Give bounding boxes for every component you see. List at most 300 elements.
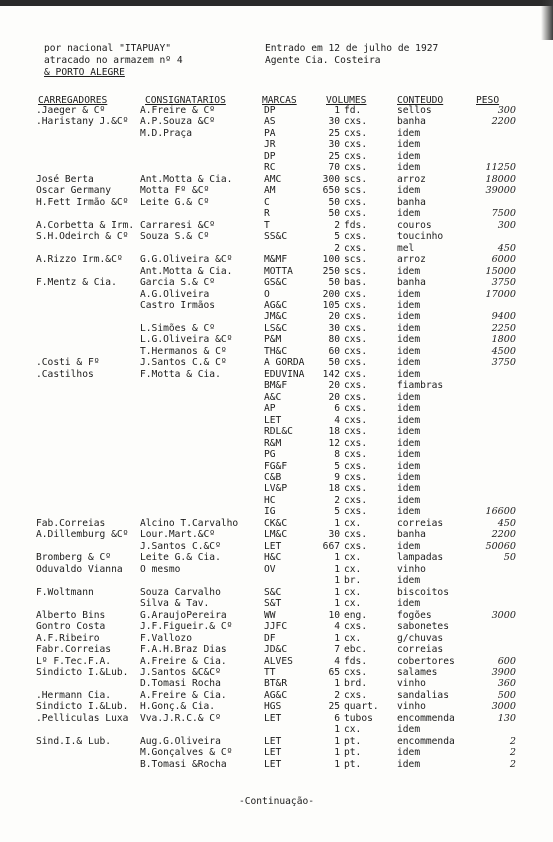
mark-cell: LET xyxy=(264,735,282,747)
shipper-cell: Sindicto I.&Lub. xyxy=(36,701,129,713)
unit-cell: cxs. xyxy=(344,391,368,403)
table-row xyxy=(0,622,553,633)
consignee-cell: A.Freire & Cº xyxy=(140,105,216,116)
weight-cell: 2200 xyxy=(491,529,516,541)
shipper-cell: .Hermann Cia. xyxy=(36,689,112,701)
unit-cell: cxs. xyxy=(344,460,368,472)
quantity-cell: 7 xyxy=(334,644,340,656)
mark-cell: BM&F xyxy=(264,380,288,392)
quantity-cell: 2 xyxy=(334,689,340,701)
contents-cell: idem xyxy=(397,357,421,369)
contents-cell: banha xyxy=(397,196,426,208)
shipper-cell: Bromberg & Cº xyxy=(36,552,112,564)
mark-cell: DP xyxy=(264,105,276,116)
mark-cell: CK&C xyxy=(264,517,288,529)
scan-top-edge xyxy=(0,0,553,6)
mark-cell: WW xyxy=(264,609,276,621)
unit-cell: cxs. xyxy=(344,540,368,552)
mark-cell: A GORDA xyxy=(264,357,305,369)
table-row xyxy=(0,278,553,289)
contents-cell: banha xyxy=(397,529,426,541)
contents-cell: sandalias xyxy=(397,689,449,701)
weight-cell: 2 xyxy=(509,758,516,770)
quantity-cell: 300 xyxy=(322,173,340,185)
col-header-conteudo: CONTEUDO xyxy=(397,95,444,106)
unit-cell: cxs. xyxy=(344,139,368,151)
consignee-cell: A.Freire & Cia. xyxy=(140,655,227,667)
continuation-note: -Continuação- xyxy=(238,796,315,807)
contents-cell: idem xyxy=(397,391,421,403)
weight-cell: 18000 xyxy=(485,173,516,185)
unit-cell: cxs. xyxy=(344,449,368,461)
quantity-cell: 1 xyxy=(334,563,340,575)
unit-cell: cxs. xyxy=(344,311,368,323)
shipper-cell: Sindicto I.&Lub. xyxy=(36,666,129,678)
contents-cell: biscoitos xyxy=(397,586,449,598)
contents-cell: idem xyxy=(397,208,421,220)
mark-cell: R xyxy=(264,208,270,220)
weight-cell: 3750 xyxy=(491,277,516,289)
quantity-cell: 30 xyxy=(328,322,340,334)
weight-cell: 2250 xyxy=(491,322,516,334)
shipper-cell: José Berta xyxy=(36,173,94,185)
shipper-cell: .Castilhos xyxy=(36,368,94,380)
weight-cell: 450 xyxy=(497,517,516,529)
consignee-cell: M.Gonçalves & Cº xyxy=(140,747,233,759)
mark-cell: AM xyxy=(264,185,276,197)
unit-cell: cxs. xyxy=(344,506,368,518)
quantity-cell: 1 xyxy=(334,575,340,587)
quantity-cell: 50 xyxy=(328,196,340,208)
quantity-cell: 25 xyxy=(328,701,340,713)
quantity-cell: 4 xyxy=(334,414,340,426)
quantity-cell: 20 xyxy=(328,391,340,403)
mark-cell: OV xyxy=(264,563,276,575)
scan-corner-shadow xyxy=(541,0,553,40)
weight-cell: 50 xyxy=(503,552,516,564)
mark-cell: C&B xyxy=(264,472,282,483)
quantity-cell: 70 xyxy=(328,162,340,174)
weight-cell: 6000 xyxy=(491,254,516,266)
unit-cell: scs. xyxy=(344,265,368,277)
quantity-cell: 5 xyxy=(334,231,340,243)
weight-cell: 4500 xyxy=(491,345,516,357)
shipper-cell: A.F.Ribeiro xyxy=(36,632,100,644)
shipper-cell: A.Rizzo Irm.&Cº xyxy=(36,254,123,266)
consignee-cell: Vva.J.R.C.& Cº xyxy=(140,712,221,724)
mark-cell: JM&C xyxy=(264,311,288,323)
consignee-cell: Leite G.& Cº xyxy=(140,196,210,208)
quantity-cell: 50 xyxy=(328,357,340,369)
table-row xyxy=(0,129,553,140)
unit-cell: cxs. xyxy=(344,288,368,300)
consignee-cell: D.Tomasi Rocha xyxy=(140,678,221,690)
unit-cell: scs. xyxy=(344,173,368,185)
quantity-cell: 5 xyxy=(334,506,340,518)
contents-cell: idem xyxy=(397,460,421,472)
mark-cell: T xyxy=(264,219,270,231)
shipper-cell: .Costi & Fº xyxy=(36,357,100,369)
contents-cell: idem xyxy=(397,185,421,197)
unit-cell: cxs. xyxy=(344,150,368,162)
table-row xyxy=(0,427,553,438)
shipper-cell: .Jaeger & Cº xyxy=(36,105,106,116)
mark-cell: BT&R xyxy=(264,678,288,690)
unit-cell: cx. xyxy=(344,632,362,644)
mark-cell: SS&C xyxy=(264,231,288,243)
quantity-cell: 142 xyxy=(322,368,340,380)
mark-cell: HC xyxy=(264,494,276,506)
unit-cell: cxs. xyxy=(344,621,368,633)
consignee-cell: L.G.Oliveira &Cº xyxy=(140,334,233,346)
mark-cell: ALVES xyxy=(264,655,293,667)
consignee-cell: Ant.Motta & Cia. xyxy=(140,265,233,277)
quantity-cell: 1 xyxy=(334,758,340,770)
weight-cell: 1800 xyxy=(491,334,516,346)
mark-cell: AG&C xyxy=(264,299,288,311)
contents-cell: idem xyxy=(397,345,421,357)
mark-cell: AP xyxy=(264,403,276,415)
contents-cell: idem xyxy=(397,449,421,461)
table-row xyxy=(0,381,553,392)
mark-cell: R&M xyxy=(264,437,282,449)
unit-cell: cxs. xyxy=(344,380,368,392)
quantity-cell: 105 xyxy=(322,299,340,311)
weight-cell: 17000 xyxy=(485,288,516,300)
unit-cell: cxs. xyxy=(344,231,368,243)
mark-cell: LET xyxy=(264,747,282,759)
quantity-cell: 2 xyxy=(334,242,340,254)
unit-cell: cxs. xyxy=(344,368,368,380)
contents-cell: banha xyxy=(397,116,426,128)
shipper-cell: Lº F.Tec.F.A. xyxy=(36,655,112,667)
quantity-cell: 667 xyxy=(322,540,340,552)
weight-cell: 11250 xyxy=(485,162,516,174)
contents-cell: idem xyxy=(397,483,421,495)
table-row xyxy=(0,599,553,610)
shipper-cell: A.Corbetta & Irm. xyxy=(36,219,135,231)
contents-cell: idem xyxy=(397,747,421,759)
unit-cell: cxs. xyxy=(344,345,368,357)
contents-cell: sellos xyxy=(397,105,432,116)
table-row xyxy=(0,576,553,587)
quantity-cell: 20 xyxy=(328,311,340,323)
unit-cell: eng. xyxy=(344,609,368,621)
quantity-cell: 60 xyxy=(328,345,340,357)
shipper-cell: F.Woltmann xyxy=(36,586,94,598)
mark-cell: PG xyxy=(264,449,276,461)
contents-cell: idem xyxy=(397,139,421,151)
weight-cell: 3900 xyxy=(491,666,516,678)
mark-cell: LET xyxy=(264,540,282,552)
table-row xyxy=(0,714,553,725)
weight-cell: 16600 xyxy=(485,506,516,518)
mark-cell: JD&C xyxy=(264,644,288,656)
consignee-cell: Alcino T.Carvalho xyxy=(140,517,239,529)
quantity-cell: 1 xyxy=(334,586,340,598)
weight-cell: 360 xyxy=(497,678,516,690)
col-header-volumes: VOLUMES xyxy=(326,95,367,106)
contents-cell: vinho xyxy=(397,563,426,575)
quantity-cell: 25 xyxy=(328,127,340,139)
quantity-cell: 9 xyxy=(334,472,340,483)
unit-cell: cxs. xyxy=(344,162,368,174)
mark-cell: PA xyxy=(264,127,276,139)
contents-cell: idem xyxy=(397,494,421,506)
consignee-cell: Lour.Mart.&Cº xyxy=(140,529,216,541)
consignee-cell: H.Gonç.& Cia. xyxy=(140,701,216,713)
consignee-cell: Motta Fº &Cº xyxy=(140,185,210,197)
contents-cell: fogões xyxy=(397,609,432,621)
consignee-cell: J.Santos &C&Cº xyxy=(140,666,221,678)
consignee-cell: Garcia S.& Cº xyxy=(140,277,216,289)
header-warehouse: atracado no armazem nº 4 xyxy=(44,55,183,66)
manifest-table xyxy=(0,106,553,771)
consignee-cell: M.D.Praça xyxy=(140,127,192,139)
unit-cell: cxs. xyxy=(344,426,368,438)
mark-cell: S&C xyxy=(264,586,282,598)
weight-cell: 300 xyxy=(497,105,516,116)
weight-cell: 450 xyxy=(497,242,516,254)
consignee-cell: O mesmo xyxy=(140,563,181,575)
unit-cell: pt. xyxy=(344,758,362,770)
table-row xyxy=(0,255,553,266)
weight-cell: 2 xyxy=(509,747,516,759)
quantity-cell: 1 xyxy=(334,747,340,759)
unit-cell: cxs. xyxy=(344,334,368,346)
contents-cell: mel xyxy=(397,242,415,254)
mark-cell: HGS xyxy=(264,701,282,713)
quantity-cell: 12 xyxy=(328,437,340,449)
unit-cell: cxs. xyxy=(344,116,368,128)
table-row xyxy=(0,140,553,151)
shipper-cell: .Haristany J.&Cº xyxy=(36,116,129,128)
col-header-carregadores: CARREGADORES xyxy=(38,95,108,106)
contents-cell: encommenda xyxy=(397,735,455,747)
mark-cell: IG xyxy=(264,506,276,518)
quantity-cell: 1 xyxy=(334,517,340,529)
unit-cell: br. xyxy=(344,575,362,587)
consignee-cell: Souza S.& Cº xyxy=(140,231,210,243)
contents-cell: idem xyxy=(397,299,421,311)
mark-cell: RDL&C xyxy=(264,426,293,438)
mark-cell: FG&F xyxy=(264,460,288,472)
consignee-cell: T.Hermanos & Cº xyxy=(140,345,227,357)
contents-cell: arroz xyxy=(397,254,426,266)
quantity-cell: 5 xyxy=(334,460,340,472)
contents-cell: idem xyxy=(397,758,421,770)
consignee-cell: Castro Irmãos xyxy=(140,299,216,311)
contents-cell: idem xyxy=(397,414,421,426)
mark-cell: JJFC xyxy=(264,621,288,633)
unit-cell: cx. xyxy=(344,552,362,564)
quantity-cell: 1 xyxy=(334,724,340,736)
weight-cell: 2200 xyxy=(491,116,516,128)
shipper-cell: S.H.Odeirch & Cº xyxy=(36,231,129,243)
shipper-cell: Oscar Germany xyxy=(36,185,112,197)
col-header-consignatarios: CONSIGNATARIOS xyxy=(145,95,226,106)
unit-cell: cxs. xyxy=(344,689,368,701)
contents-cell: sabonetes xyxy=(397,621,449,633)
weight-cell: 3000 xyxy=(491,609,516,621)
weight-cell: 300 xyxy=(497,219,516,231)
mark-cell: EDUVINA xyxy=(264,368,305,380)
contents-cell: idem xyxy=(397,322,421,334)
unit-cell: ebc. xyxy=(344,644,368,656)
header-port: & PORTO ALEGRE xyxy=(44,67,125,78)
weight-cell: 7500 xyxy=(491,208,516,220)
consignee-cell: A.Freire & Cia. xyxy=(140,689,227,701)
table-row xyxy=(0,496,553,507)
unit-cell: scs. xyxy=(344,185,368,197)
contents-cell: idem xyxy=(397,426,421,438)
contents-cell: idem xyxy=(397,334,421,346)
unit-cell: fds. xyxy=(344,219,368,231)
quantity-cell: 1 xyxy=(334,735,340,747)
table-row xyxy=(0,748,553,759)
contents-cell: idem xyxy=(397,368,421,380)
quantity-cell: 1 xyxy=(334,632,340,644)
mark-cell: TH&C xyxy=(264,345,288,357)
contents-cell: correias xyxy=(397,517,444,529)
consignee-cell: Carraresi &Cº xyxy=(140,219,216,231)
consignee-cell: J.F.Figueir.& Cº xyxy=(140,621,233,633)
contents-cell: salames xyxy=(397,666,438,678)
quantity-cell: 30 xyxy=(328,116,340,128)
consignee-cell: G.G.Oliveira &Cº xyxy=(140,254,233,266)
unit-cell: pt. xyxy=(344,735,362,747)
unit-cell: cxs. xyxy=(344,208,368,220)
shipper-cell: Oduvaldo Vianna xyxy=(36,563,123,575)
quantity-cell: 200 xyxy=(322,288,340,300)
mark-cell: DF xyxy=(264,632,276,644)
contents-cell: idem xyxy=(397,403,421,415)
quantity-cell: 50 xyxy=(328,208,340,220)
quantity-cell: 2 xyxy=(334,494,340,506)
table-row xyxy=(0,404,553,415)
contents-cell: banha xyxy=(397,277,426,289)
weight-cell: 130 xyxy=(497,712,516,724)
quantity-cell: 20 xyxy=(328,380,340,392)
mark-cell: P&M xyxy=(264,334,282,346)
mark-cell: LET xyxy=(264,712,282,724)
quantity-cell: 50 xyxy=(328,277,340,289)
consignee-cell: L.Simões & Cº xyxy=(140,322,216,334)
consignee-cell: Leite G.& Cia. xyxy=(140,552,221,564)
unit-cell: cxs. xyxy=(344,472,368,483)
unit-cell: cxs. xyxy=(344,414,368,426)
contents-cell: couros xyxy=(397,219,432,231)
contents-cell: encommenda xyxy=(397,712,455,724)
table-row xyxy=(0,117,553,128)
quantity-cell: 65 xyxy=(328,666,340,678)
consignee-cell: Aug.G.Oliveira xyxy=(140,735,221,747)
unit-cell: cxs. xyxy=(344,494,368,506)
contents-cell: fiambras xyxy=(397,380,444,392)
consignee-cell: A.G.Oliveira xyxy=(140,288,210,300)
unit-cell: cxs. xyxy=(344,529,368,541)
shipper-cell: F.Mentz & Cia. xyxy=(36,277,117,289)
unit-cell: tubos xyxy=(344,712,373,724)
table-row xyxy=(0,645,553,656)
contents-cell: idem xyxy=(397,437,421,449)
quantity-cell: 6 xyxy=(334,403,340,415)
mark-cell: TT xyxy=(264,666,276,678)
contents-cell: idem xyxy=(397,506,421,518)
quantity-cell: 18 xyxy=(328,426,340,438)
quantity-cell: 18 xyxy=(328,483,340,495)
unit-cell: quart. xyxy=(344,701,379,713)
contents-cell: vinho xyxy=(397,678,426,690)
mark-cell: AMC xyxy=(264,173,282,185)
table-row xyxy=(0,209,553,220)
mark-cell: AG&C xyxy=(264,689,288,701)
consignee-cell: F.Motta & Cia. xyxy=(140,368,221,380)
unit-cell: cxs. xyxy=(344,242,368,254)
unit-cell: cxs. xyxy=(344,357,368,369)
table-row xyxy=(0,393,553,404)
contents-cell: toucinho xyxy=(397,231,444,243)
unit-cell: cxs. xyxy=(344,127,368,139)
mark-cell: S&T xyxy=(264,598,282,610)
unit-cell: cxs. xyxy=(344,299,368,311)
consignee-cell: G.AraujoPereira xyxy=(140,609,227,621)
mark-cell: H&C xyxy=(264,552,282,564)
mark-cell: LET xyxy=(264,414,282,426)
contents-cell: vinho xyxy=(397,701,426,713)
mark-cell: RC xyxy=(264,162,276,174)
contents-cell: idem xyxy=(397,540,421,552)
unit-cell: fd. xyxy=(344,105,362,116)
contents-cell: idem xyxy=(397,150,421,162)
consignee-cell: Souza Carvalho xyxy=(140,586,221,598)
shipper-cell: .Pelliculas Luxa xyxy=(36,712,129,724)
weight-cell: 39000 xyxy=(485,185,516,197)
contents-cell: cobertores xyxy=(397,655,455,667)
consignee-cell: J.Santos C.& Cº xyxy=(140,357,227,369)
header-vessel: por nacional "ITAPUAY" xyxy=(44,43,172,54)
mark-cell: GS&C xyxy=(264,277,288,289)
header-agent: Agente Cia. Costeira xyxy=(265,55,381,66)
contents-cell: correias xyxy=(397,644,444,656)
quantity-cell: 1 xyxy=(334,598,340,610)
quantity-cell: 650 xyxy=(322,185,340,197)
quantity-cell: 10 xyxy=(328,609,340,621)
mark-cell: M&MF xyxy=(264,254,288,266)
unit-cell: pt. xyxy=(344,747,362,759)
contents-cell: g/chuvas xyxy=(397,632,444,644)
quantity-cell: 1 xyxy=(334,552,340,564)
quantity-cell: 4 xyxy=(334,621,340,633)
mark-cell: LV&P xyxy=(264,483,288,495)
table-row xyxy=(0,232,553,243)
table-row xyxy=(0,439,553,450)
unit-cell: cx. xyxy=(344,724,362,736)
quantity-cell: 30 xyxy=(328,529,340,541)
quantity-cell: 1 xyxy=(334,105,340,116)
contents-cell: idem xyxy=(397,288,421,300)
quantity-cell: 30 xyxy=(328,139,340,151)
contents-cell: idem xyxy=(397,265,421,277)
shipper-cell: A.Dillemburg &Cº xyxy=(36,529,129,541)
unit-cell: cx. xyxy=(344,563,362,575)
mark-cell: LS&C xyxy=(264,322,288,334)
shipper-cell: Fabr.Correias xyxy=(36,644,112,656)
quantity-cell: 2 xyxy=(334,219,340,231)
weight-cell: 2 xyxy=(509,735,516,747)
contents-cell: idem xyxy=(397,127,421,139)
quantity-cell: 25 xyxy=(328,150,340,162)
